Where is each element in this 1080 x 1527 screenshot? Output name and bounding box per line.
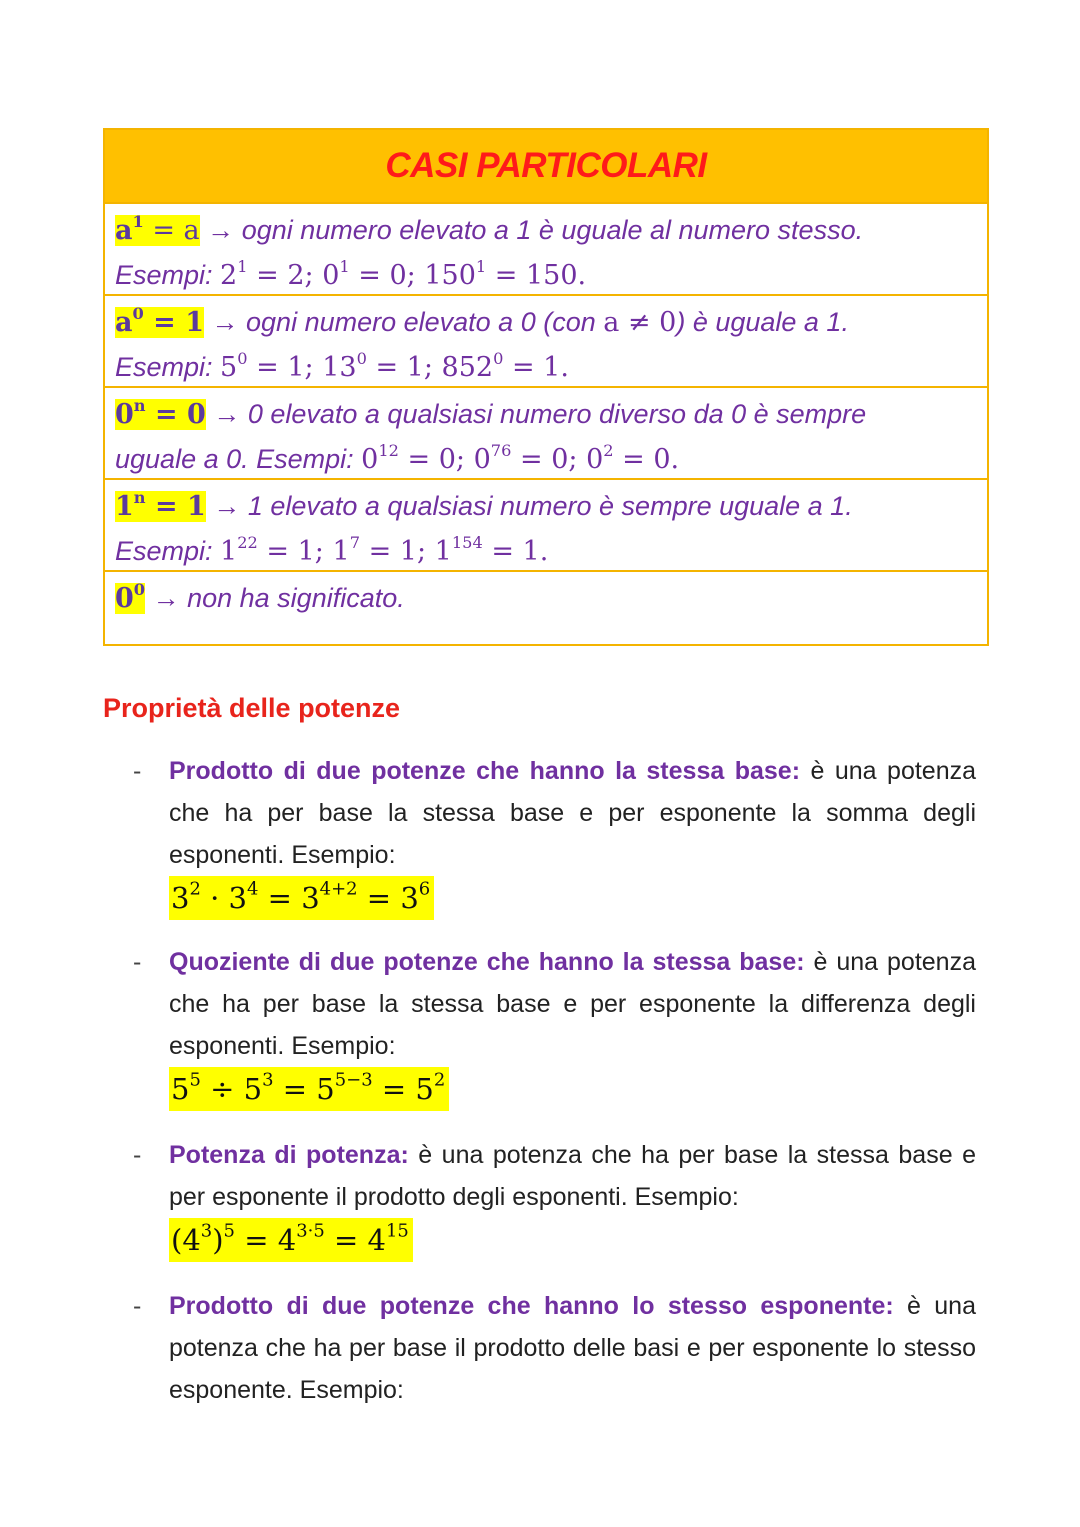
property-text: Quoziente di due potenze che hanno la stessa base: è una potenza che ha per base la stessa base e per esponente la differenza degli esponenti. Esempio:: [169, 948, 976, 1060]
case-row-power-one: [105, 204, 987, 296]
case-row-zero-zero: [105, 572, 987, 644]
case-description: ogni numero elevato a 1 è uguale al numero stesso.: [241, 215, 864, 245]
property-text: Prodotto di due potenze che hanno la stessa base: è una potenza che ha per base la stessa base e per esponente la somma degli esponenti. Esempio:: [169, 757, 976, 869]
case-examples: Esempi: $5^0 = 1$; $13^0 = 1$; $852^0 = 1$.: [115, 348, 569, 383]
property-example: $3^2 \cdot 3^4 = 3^{4+2} = 3^6$: [169, 876, 434, 920]
list-dash: -: [133, 948, 142, 976]
case-formula: $a^1 = a$: [115, 211, 200, 246]
property-example: $5^5 \div 5^3 = 5^{5-3} = 5^2$: [169, 1067, 449, 1111]
property-text: Prodotto di due potenze che hanno lo stesso esponente: è una potenza che ha per base il prodotto delle basi e per esponente lo stesso esponente. Esempio:: [169, 1292, 976, 1404]
property-item: [133, 1285, 976, 1411]
property-text: Potenza di potenza: è una potenza che ha per base la stessa base e per esponente il prodotto degli esponenti. Esempio:: [169, 1141, 976, 1211]
case-row-zero-power: [105, 388, 987, 480]
case-formula: $1^n = 1$: [115, 487, 206, 522]
section-title: Proprietà delle potenze: [103, 693, 401, 723]
case-description: 0 elevato a qualsiasi numero diverso da 0 è sempre: [247, 399, 867, 429]
case-examples: Esempi: $2^1 = 2$; $0^1 = 0$; $150^1 = 150$.: [115, 256, 587, 291]
table-header: [105, 130, 987, 204]
case-description: 1 elevato a qualsiasi numero è sempre uguale a 1.: [247, 491, 853, 521]
table-title: CASI PARTICOLARI: [385, 146, 707, 185]
case-formula: $a^0 = 1$: [115, 303, 204, 338]
arrow-icon: →: [213, 491, 241, 521]
case-formula: $0^0$: [115, 579, 146, 614]
case-row-power-zero: [105, 296, 987, 388]
case-examples: uguale a 0. Esempi: $0^{12} = 0$; $0^{76} = 0$; $0^2 = 0$.: [115, 440, 680, 475]
list-dash: -: [133, 1141, 142, 1169]
property-item: [133, 941, 976, 1111]
arrow-icon: →: [213, 399, 241, 429]
case-formula: $0^n = 0$: [115, 395, 206, 430]
special-cases-table: [103, 128, 989, 646]
list-dash: -: [133, 757, 142, 785]
arrow-icon: →: [207, 215, 235, 245]
property-example: $(4^3)^5 = 4^{3\cdot 5} = 4^{15}$: [169, 1218, 413, 1262]
property-item: [133, 1134, 976, 1262]
arrow-icon: →: [211, 307, 239, 337]
case-description: non ha significato.: [187, 583, 405, 613]
case-examples: Esempi: $1^{22} = 1$; $1^7 = 1$; $1^{154} = 1$.: [115, 532, 549, 567]
case-description: ogni numero elevato a 0 (con a ≠ 0) è uguale a 1.: [246, 307, 849, 338]
list-dash: -: [133, 1292, 142, 1320]
property-item: [133, 750, 976, 920]
arrow-icon: →: [152, 583, 180, 613]
case-row-one-power: [105, 480, 987, 572]
